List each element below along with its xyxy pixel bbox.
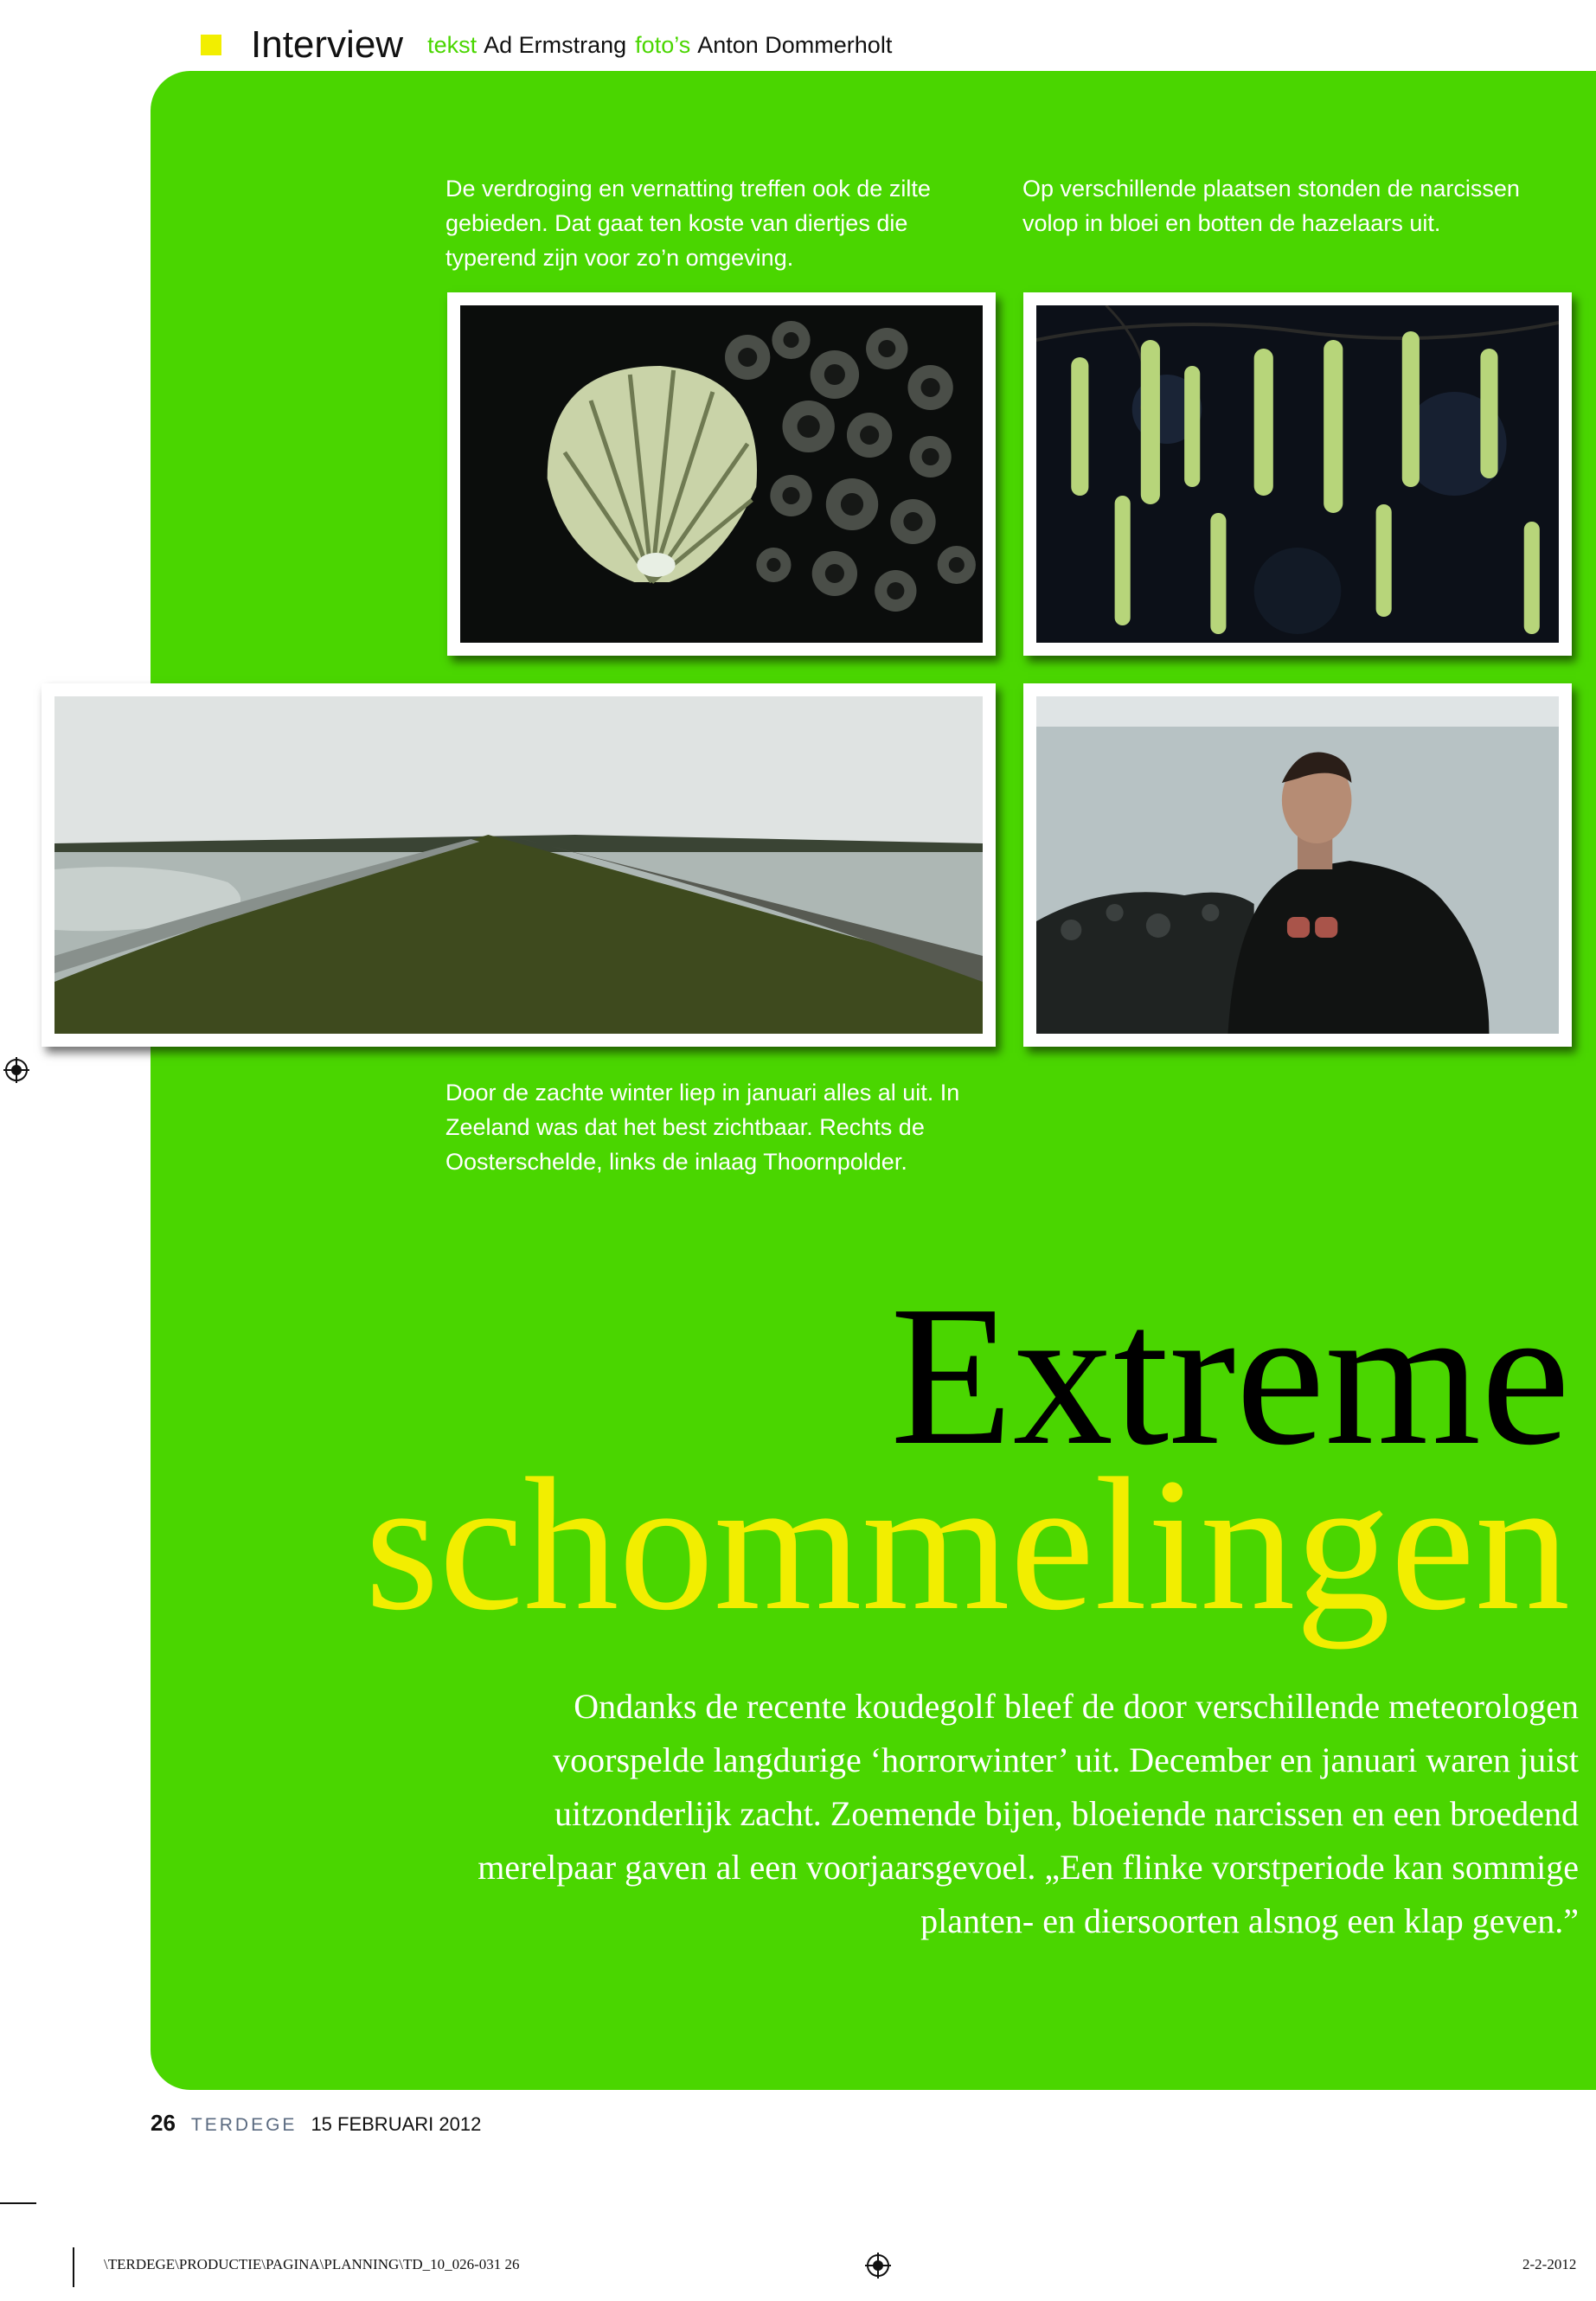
section-marker-square — [201, 35, 221, 55]
caption-top-right: Op verschillende plaatsen stonden de narcissen volop in bloei en botten de hazelaars uit. — [1022, 176, 1520, 236]
photo-man-by-sea — [1023, 683, 1572, 1047]
caption-top-left: De verdroging en vernatting treffen ook de zilte gebieden. Dat gaat ten koste van diertjes die typerend zijn voor zo’n omgeving. — [445, 176, 931, 271]
headline-line-1: Extreme — [890, 1265, 1570, 1487]
section-title: Interview — [251, 23, 404, 66]
issue-date: 15 FEBRUARI 2012 — [311, 2113, 482, 2135]
text-credit-author: Ad Ermstrang — [484, 31, 627, 58]
intro-paragraph: Ondanks de recente koudegolf bleef de door verschillende meteorologen voorspelde langdurige ‘horrorwinter’ uit. December en januari waren juist uitzonderlijk zacht. Zoemende bijen, bloeiende narcissen en een broedend merelpaar gaven al een voorjaarsgevoel. „Een flinke vorstperiode kan sommige planten- en diersoorten alsnog een klap geven.” — [478, 1687, 1579, 1940]
man-by-sea-image — [1036, 696, 1559, 1034]
print-slug-date: 2-2-2012 — [1522, 2256, 1577, 2272]
registration-mark-icon — [3, 1057, 29, 1083]
registration-mark-bottom-icon — [865, 2253, 891, 2279]
photo-shell-barnacles — [447, 292, 996, 656]
crop-mark-horizontal — [0, 2202, 36, 2204]
caption-bottom: Door de zachte winter liep in januari alles al uit. In Zeeland was dat het best zichtbaar. Rechts de Oosterschelde, links de inlaag Thoornpolder. — [445, 1080, 960, 1175]
text-credit-label: tekst — [427, 31, 478, 58]
dike-landscape-image — [54, 696, 983, 1034]
headline-line-2: schommelingen — [364, 1439, 1570, 1650]
photo-dike-landscape — [42, 683, 996, 1047]
shell-barnacles-image — [460, 305, 983, 643]
page-number: 26 — [151, 2110, 176, 2136]
print-slug-path: \TERDEGE\PRODUCTIE\PAGINA\PLANNING\TD_10_026-031 26 — [104, 2256, 520, 2272]
page-footer — [151, 2110, 481, 2137]
page-header — [201, 19, 901, 71]
photo-credit-photographer: Anton Dommerholt — [697, 31, 893, 58]
hazel-catkins-image — [1036, 305, 1559, 643]
magazine-name: TERDEGE — [190, 2115, 298, 2135]
crop-mark-vertical — [73, 2247, 74, 2287]
photo-hazel-catkins — [1023, 292, 1572, 656]
photo-credit-label: foto’s — [635, 31, 691, 58]
